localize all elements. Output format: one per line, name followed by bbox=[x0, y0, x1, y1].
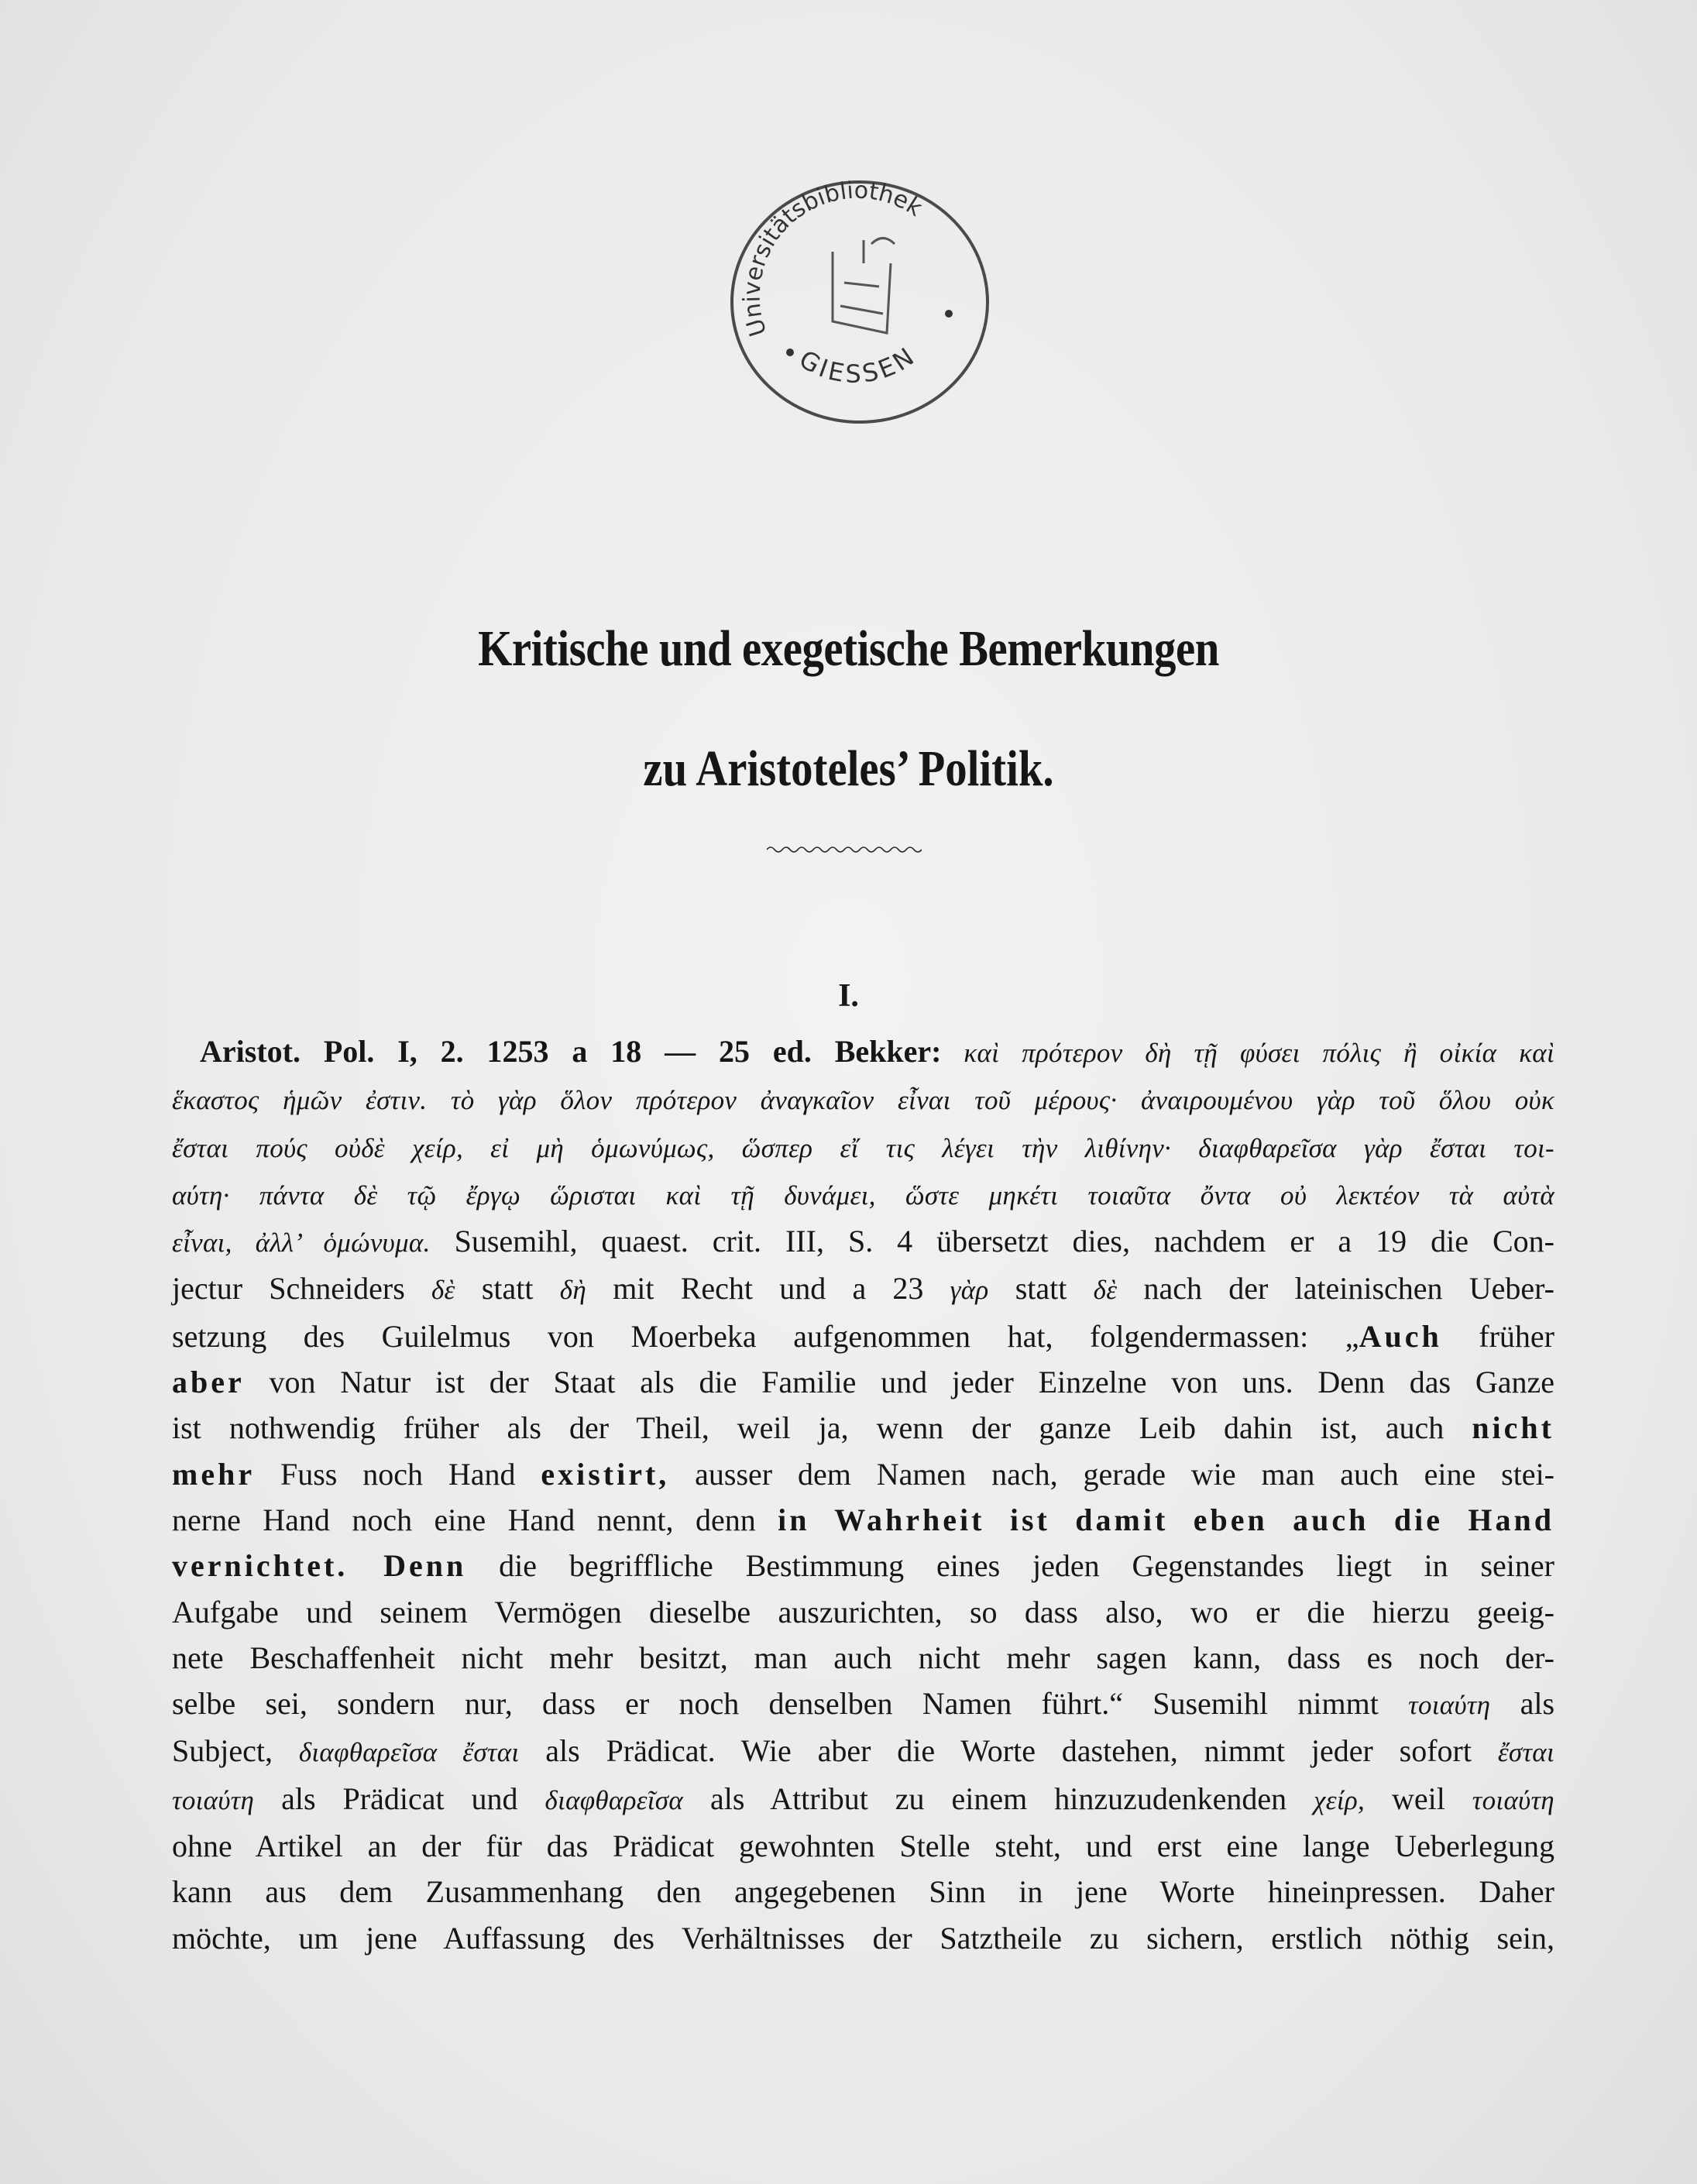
text-line bbox=[172, 1359, 1554, 1405]
greek-quote: τοιαύτη bbox=[1408, 1690, 1491, 1721]
greek-quote: δὲ bbox=[1093, 1275, 1118, 1306]
greek-quote: καὶ πρότερον δὴ τῇ φύσει πόλις ἢ οἰκία καὶ bbox=[941, 1038, 1554, 1068]
text-segment: als Attribut zu einem hinzuzudenkenden bbox=[683, 1781, 1314, 1816]
text-segment: Subject, bbox=[172, 1733, 299, 1769]
text-segment: ausser dem Namen nach, gerade wie man auch eine stei- bbox=[669, 1456, 1554, 1492]
text-segment: aber bbox=[172, 1365, 245, 1400]
text-line bbox=[172, 1681, 1554, 1728]
text-segment: ohne Artikel an der für das Prädicat gewohnten Stelle steht, und erst eine lange Ueberlegung bbox=[172, 1829, 1554, 1864]
text-line bbox=[172, 1635, 1554, 1681]
text-segment: weil bbox=[1365, 1781, 1472, 1816]
text-segment: Auch bbox=[1359, 1318, 1442, 1354]
text-segment: als Prädicat. Wie aber die Worte dastehen, nimmt jeder sofort bbox=[519, 1733, 1498, 1769]
page-title: Kritische und exegetische Bemerkungen bbox=[478, 620, 1219, 677]
text-segment: mit Recht und a 23 bbox=[586, 1271, 950, 1307]
decorative-wavy-rule bbox=[767, 844, 922, 855]
greek-quote: ἕκαστος ἡμῶν ἐστιν. τὸ γὰρ ὅλον πρότερον ἀναγκαῖον εἶναι τοῦ μέρους· ἀναιρουμένου γὰρ τοῦ ὅλου οὐκ bbox=[172, 1085, 1554, 1116]
page-subtitle: zu Aristoteles’ Politik. bbox=[643, 740, 1054, 797]
text-line bbox=[172, 1313, 1554, 1359]
text-segment: in Wahrheit ist damit eben auch die Hand bbox=[778, 1502, 1555, 1537]
text-line bbox=[172, 1589, 1554, 1635]
text-segment: Susemihl, quaest. crit. III, S. 4 übersetzt dies, nachdem er a 19 die Con- bbox=[430, 1224, 1554, 1259]
text-segment: existirt, bbox=[541, 1456, 670, 1492]
greek-quote: τοιαύτη bbox=[1472, 1784, 1554, 1815]
text-segment: als Prädicat und bbox=[254, 1781, 545, 1816]
text-line bbox=[172, 1405, 1554, 1451]
text-segment: als bbox=[1490, 1686, 1555, 1722]
greek-quote: διαφθαρεῖσα bbox=[544, 1784, 684, 1815]
text-segment: jectur Schneiders bbox=[172, 1271, 431, 1307]
greek-quote: τοιαύτη bbox=[172, 1784, 255, 1815]
svg-text:GIESSEN: GIESSEN bbox=[794, 340, 922, 389]
library-stamp bbox=[716, 167, 1003, 434]
greek-quote: δὲ bbox=[431, 1275, 455, 1306]
text-segment: Fuss noch Hand bbox=[255, 1456, 541, 1492]
body-text bbox=[172, 1028, 1554, 1961]
text-segment: ist nothwendig früher als der Theil, weil ja, wenn der ganze Leib dahin ist, auch bbox=[172, 1410, 1472, 1446]
text-line bbox=[172, 1451, 1554, 1497]
text-line bbox=[172, 1543, 1554, 1588]
text-segment: setzung des Guilelmus von Moerbeka aufgenommen hat, folgendermassen: „ bbox=[172, 1318, 1359, 1354]
text-line bbox=[172, 1028, 1554, 1076]
text-segment: selbe sei, sondern nur, dass er noch denselben Namen führt.“ Susemihl nimmt bbox=[172, 1686, 1409, 1722]
greek-quote: διαφθαρεῖσα ἔσται bbox=[298, 1737, 520, 1768]
text-line bbox=[172, 1265, 1554, 1313]
text-segment: von Natur ist der Staat als die Familie und jeder Einzelne von uns. Denn das Ganze bbox=[244, 1365, 1554, 1400]
text-line bbox=[172, 1076, 1554, 1123]
text-segment: möchte, um jene Auffassung des Verhältnisses der Satztheile zu sichern, erstlich nöthig sein, bbox=[172, 1920, 1554, 1956]
greek-quote: ἔσται bbox=[1497, 1737, 1555, 1768]
text-segment: nerne Hand noch eine Hand nennt, denn bbox=[172, 1502, 778, 1537]
text-segment: nicht bbox=[1472, 1410, 1554, 1446]
text-segment: Aufgabe und seinem Vermögen dieselbe auszurichten, so dass also, wo er die hierzu geeig- bbox=[172, 1594, 1554, 1629]
greek-quote: ἔσται πούς οὐδὲ χείρ, εἰ μὴ ὁμωνύμως, ὥσπερ εἴ τις λέγει τὴν λιθίνην· διαφθαρεῖσα γὰρ ἔσται τοι- bbox=[172, 1132, 1554, 1163]
text-segment: die begriffliche Bestimmung eines jeden Gegenstandes liegt in seiner bbox=[466, 1548, 1554, 1584]
text-segment: nete Beschaffenheit nicht mehr besitzt, man auch nicht mehr sagen kann, dass es noch der- bbox=[172, 1640, 1554, 1675]
svg-text:Universitätsbibliothek: Universitätsbibliothek bbox=[738, 177, 927, 340]
greek-quote: γὰρ bbox=[950, 1275, 989, 1306]
text-line bbox=[172, 1776, 1554, 1823]
greek-quote: αύτη· πάντα δὲ τῷ ἔργῳ ὥρισται καὶ τῇ δυνάμει, ὥστε μηκέτι τοιαῦτα ὄντα οὐ λεκτέον τὰ αὐτὰ bbox=[172, 1180, 1554, 1210]
text-line bbox=[172, 1497, 1554, 1543]
section-number: I. bbox=[838, 978, 859, 1014]
text-segment: vernichtet. Denn bbox=[172, 1548, 467, 1584]
text-segment: statt bbox=[988, 1271, 1094, 1307]
greek-quote: εἶναι, ἀλλ’ ὁμώνυμα. bbox=[172, 1228, 431, 1259]
text-line bbox=[172, 1823, 1554, 1869]
text-segment: nach der lateinischen Ueber- bbox=[1117, 1271, 1554, 1307]
text-segment: kann aus dem Zusammenhang den angegebenen Sinn in jene Worte hineinpressen. Daher bbox=[172, 1874, 1554, 1910]
text-line bbox=[172, 1728, 1554, 1775]
text-line bbox=[172, 1915, 1554, 1961]
text-line bbox=[172, 1124, 1554, 1171]
text-line bbox=[172, 1171, 1554, 1218]
text-segment: statt bbox=[455, 1271, 560, 1307]
text-line bbox=[172, 1869, 1554, 1914]
text-segment: Aristot. Pol. I, 2. 1253 a 18 — 25 ed. Bekker: bbox=[200, 1034, 942, 1069]
text-segment: mehr bbox=[172, 1456, 256, 1492]
text-segment: früher bbox=[1441, 1318, 1555, 1354]
stamp-seal-icon bbox=[716, 167, 1003, 434]
text-line bbox=[172, 1218, 1554, 1265]
greek-quote: χείρ, bbox=[1314, 1784, 1366, 1815]
greek-quote: δὴ bbox=[559, 1275, 586, 1306]
